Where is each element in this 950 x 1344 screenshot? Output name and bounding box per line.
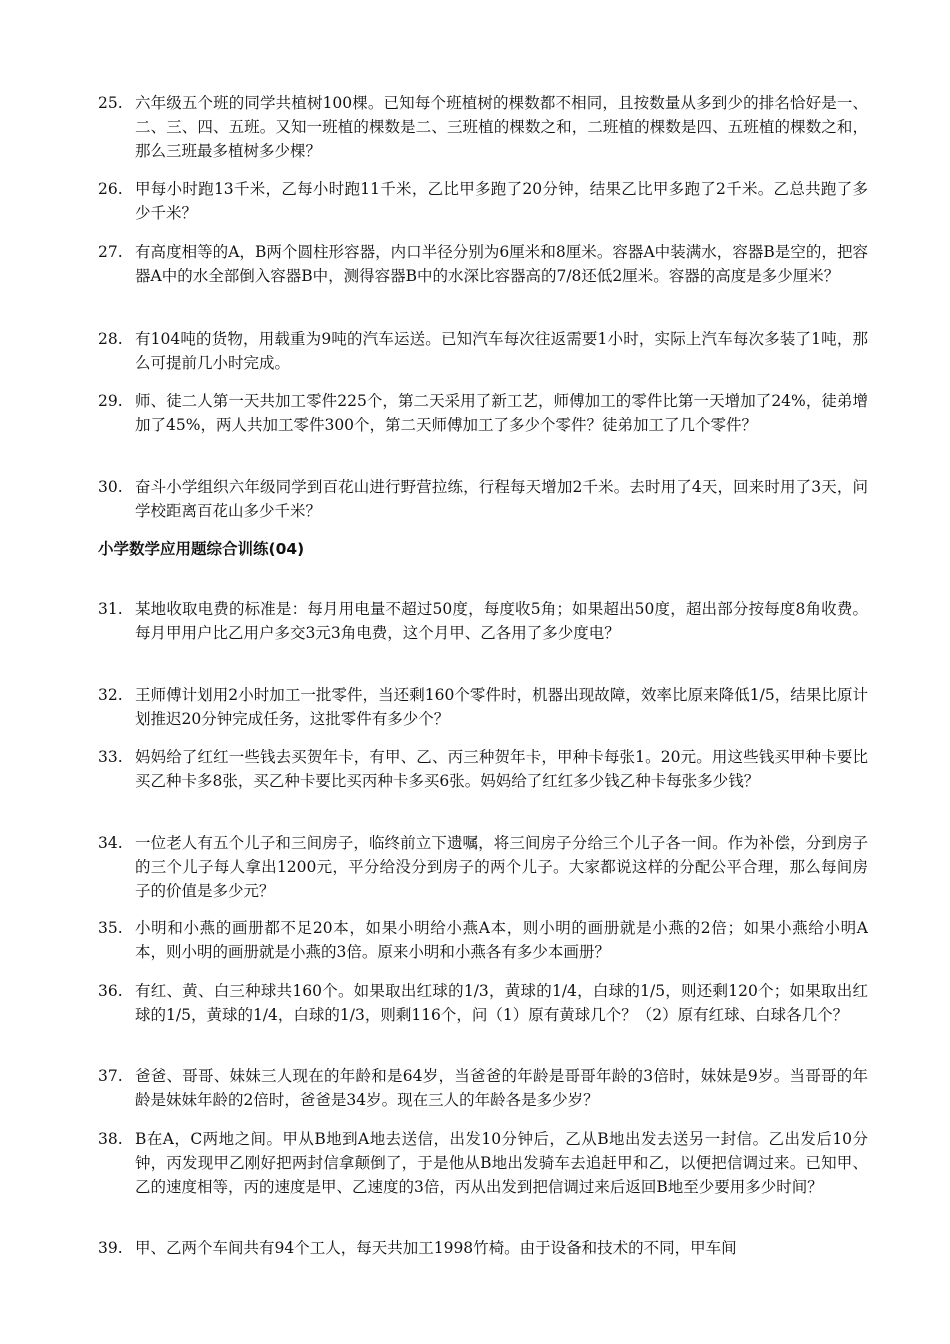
problem-37 xyxy=(98,1064,868,1112)
problem-number: 28. xyxy=(98,330,123,348)
problem-number: 26. xyxy=(98,180,123,198)
problem-number: 30. xyxy=(98,478,123,496)
problem-text: 有104吨的货物，用载重为9吨的汽车运送。已知汽车每次往返需要1小时，实际上汽车每次多装了1吨，那么可提前几小时完成。 xyxy=(135,330,868,372)
problem-number: 37. xyxy=(98,1067,123,1085)
problem-31 xyxy=(98,597,868,645)
problem-text: 妈妈给了红红一些钱去买贺年卡，有甲、乙、丙三种贺年卡，甲种卡每张1。20元。用这些钱买甲种卡要比买乙种卡多8张，买乙种卡要比买丙种卡多买6张。妈妈给了红红多少钱乙种卡每张多少钱？ xyxy=(135,748,868,790)
problem-text: 王师傅计划用2小时加工一批零件，当还剩160个零件时，机器出现故障，效率比原来降低1/5，结果比原计划推迟20分钟完成任务，这批零件有多少个？ xyxy=(135,686,868,728)
problem-number: 36. xyxy=(98,982,123,1000)
problem-text: 甲每小时跑13千米，乙每小时跑11千米，乙比甲多跑了20分钟，结果乙比甲多跑了2千米。乙总共跑了多少千米？ xyxy=(135,180,868,222)
problem-36 xyxy=(98,979,868,1027)
problem-text: 爸爸、哥哥、妹妹三人现在的年龄和是64岁，当爸爸的年龄是哥哥年龄的3倍时，妹妹是9岁。当哥哥的年龄是妹妹年龄的2倍时，爸爸是34岁。现在三人的年龄各是多少岁？ xyxy=(135,1067,868,1109)
problem-text: 师、徒二人第一天共加工零件225个，第二天采用了新工艺，师傅加工的零件比第一天增加了24%，徒弟增加了45%，两人共加工零件300个，第二天师傅加工了多少个零件？徒弟加工了几个零件？ xyxy=(135,392,868,434)
problem-text: 有红、黄、白三种球共160个。如果取出红球的1/3，黄球的1/4，白球的1/5，则还剩120个；如果取出红球的1/5，黄球的1/4，白球的1/3，则剩116个，问（1）原有黄球几个？（2）原有红球、白球各几个？ xyxy=(135,982,868,1024)
problem-25 xyxy=(98,91,868,163)
problem-32 xyxy=(98,683,868,731)
problem-35 xyxy=(98,916,868,964)
problem-34 xyxy=(98,831,868,903)
problem-number: 32. xyxy=(98,686,123,704)
problem-number: 35. xyxy=(98,919,123,937)
problem-number: 25. xyxy=(98,94,123,112)
problem-26 xyxy=(98,177,868,225)
problem-text: 甲、乙两个车间共有94个工人，每天共加工1998竹椅。由于设备和技术的不同，甲车间 xyxy=(135,1239,737,1257)
problem-text: 有高度相等的A，B两个圆柱形容器，内口半径分别为6厘米和8厘米。容器A中装满水，容器B是空的，把容器A中的水全部倒入容器B中，测得容器B中的水深比容器高的7/8还低2厘米。容器的高度是多少厘米？ xyxy=(135,243,868,285)
problem-33 xyxy=(98,745,868,793)
problem-27 xyxy=(98,240,868,288)
problem-number: 33. xyxy=(98,748,123,766)
problem-text: 某地收取电费的标准是：每月用电量不超过50度，每度收5角；如果超出50度，超出部分按每度8角收费。每月甲用户比乙用户多交3元3角电费，这个月甲、乙各用了多少度电？ xyxy=(135,600,868,642)
problem-text: 六年级五个班的同学共植树100棵。已知每个班植树的棵数都不相同，且按数量从多到少的排名恰好是一、二、三、四、五班。又知一班植的棵数是二、三班植的棵数之和，二班植的棵数是四、五班植的棵数之和，那么三班最多植树多少棵？ xyxy=(135,94,868,160)
problem-number: 27. xyxy=(98,243,123,261)
problem-number: 29. xyxy=(98,392,123,410)
problem-28 xyxy=(98,327,868,375)
problem-text: 一位老人有五个儿子和三间房子，临终前立下遗嘱，将三间房子分给三个儿子各一间。作为补偿，分到房子的三个儿子每人拿出1200元，平分给没分到房子的两个儿子。大家都说这样的分配公平合理，那么每间房子的价值是多少元？ xyxy=(135,834,868,900)
problem-text: 奋斗小学组织六年级同学到百花山进行野营拉练，行程每天增加2千米。去时用了4天，回来时用了3天，问学校距离百花山多少千米？ xyxy=(135,478,868,520)
problem-29 xyxy=(98,389,868,437)
problem-number: 39. xyxy=(98,1239,123,1257)
problem-39 xyxy=(98,1236,868,1260)
problem-number: 38. xyxy=(98,1130,123,1148)
problem-text: B在A，C两地之间。甲从B地到A地去送信，出发10分钟后，乙从B地出发去送另一封信。乙出发后10分钟，丙发现甲乙刚好把两封信拿颠倒了，于是他从B地出发骑车去追赶甲和乙，以便把信调过来。已知甲、乙的速度相等，丙的速度是甲、乙速度的3倍，丙从出发到把信调过来后返回B地至少要用多少时间？ xyxy=(135,1130,868,1196)
problem-number: 34. xyxy=(98,834,123,852)
problem-text: 小明和小燕的画册都不足20本，如果小明给小燕A本，则小明的画册就是小燕的2倍；如果小燕给小明A本，则小明的画册就是小燕的3倍。原来小明和小燕各有多少本画册？ xyxy=(135,919,868,961)
problem-number: 31. xyxy=(98,600,123,618)
problem-30 xyxy=(98,475,868,523)
problem-38 xyxy=(98,1127,868,1199)
section-title: 小学数学应用题综合训练(04) xyxy=(98,540,305,558)
